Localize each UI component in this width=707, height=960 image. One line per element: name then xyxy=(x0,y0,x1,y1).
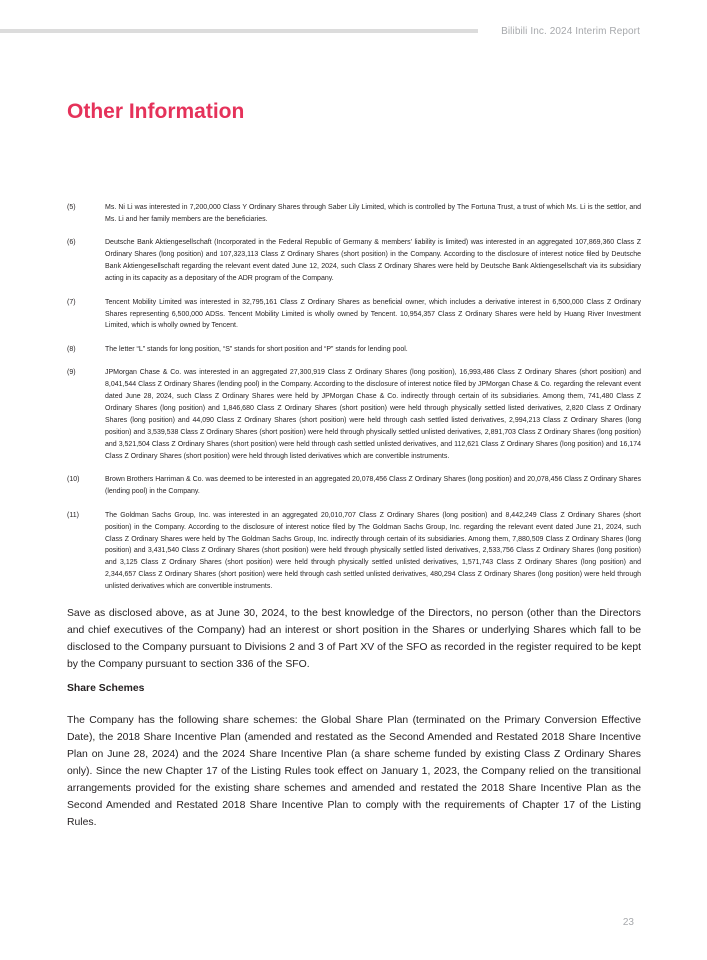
footnote-number: (5) xyxy=(67,204,76,211)
page-number: 23 xyxy=(622,917,634,928)
footnote-item xyxy=(67,297,641,333)
footnote-text: Tencent Mobility Limited was interested in 32,795,161 Class Z Ordinary Shares as beneficial owner, which includes a derivative interest in 6,500,000 Class Z Ordinary Shares representing 6,500,000 ADSs. Tencent Mobility Limited is wholly owned by Tencent. 10,954,357 Class Z Ordinary Shares were held by Huang River Investment Limited, which is wholly owned by Tencent. xyxy=(105,298,641,330)
footnote-text: Deutsche Bank Aktiengesellschaft (Incorporated in the Federal Republic of Germany & members’ liability is limited) was interested in an aggregated 107,869,360 Class Z Ordinary Shares (long position) and 107,323,113 Class Z Ordinary Shares (short position) in the Company. According to the disclosure of interest notice filed by Deutsche Bank Aktiengesellschaft regarding the relevant event dated June 12, 2024, such Class Z Ordinary Shares were held by Deutsche Bank Aktiengesellschaft via its subsidiary acting in its capacity as a depositary of the ADR program of the Company. xyxy=(105,239,641,283)
share-schemes-heading: Share Schemes xyxy=(67,683,145,694)
footnote-item xyxy=(67,202,641,226)
page-title: Other Information xyxy=(67,100,245,123)
footnote-text: Brown Brothers Harriman & Co. was deemed to be interested in an aggregated 20,078,456 Class Z Ordinary Shares (long position) and 20,078,456 Class Z Ordinary Shares (lending pool) in the Company. xyxy=(105,476,641,496)
footnote-number: (9) xyxy=(67,369,76,377)
footnote-item xyxy=(67,367,641,462)
footnote-text: Ms. Ni Li was interested in 7,200,000 Class Y Ordinary Shares through Saber Lily Limited, which is controlled by The Fortuna Trust, a trust of which Ms. Li is the settlor, and Ms. Li and her family members are the beneficiaries. xyxy=(105,204,641,223)
report-title: Bilibili Inc. 2024 Interim Report xyxy=(501,26,640,37)
header-rule xyxy=(0,29,478,33)
footnote-item xyxy=(67,344,641,356)
footnote-item xyxy=(67,237,641,285)
footnote-item xyxy=(67,474,641,498)
footnote-text: The letter “L” stands for long position, “S” stands for short position and “P” stands for lending pool. xyxy=(105,345,408,353)
disclosure-paragraph: Save as disclosed above, as at June 30, 2024, to the best knowledge of the Directors, no person (other than the Directors and chief executives of the Company) had an interest or short position in the Shares or underlying Shares which fall to be disclosed to the Company pursuant to Divisions 2 and 3 of Part XV of the SFO as recorded in the register required to be kept by the Company pursuant to section 336 of the SFO. xyxy=(67,608,641,670)
footnote-item xyxy=(67,510,641,593)
footnotes-list xyxy=(67,202,641,605)
footnote-number: (6) xyxy=(67,239,76,247)
footnote-number: (11) xyxy=(67,511,79,519)
footnote-text: JPMorgan Chase & Co. was interested in an aggregated 27,300,919 Class Z Ordinary Shares (long position), 16,993,486 Class Z Ordinary Shares (short position) and 8,041,544 Class Z Ordinary Shares (lending pool) in the Company. According to the disclosure of interest notice filed by JPMorgan Chase & Co. regarding the relevant event dated June 28, 2024, such Class Z Ordinary Shares were held by JPMorgan Chase & Co. indirectly through certain of its subsidiaries. Among them, 741,480 Class Z Ordinary Shares (long position) and 1,846,680 Class Z Ordinary Shares (short position) were held through physically settled listed derivatives, 2,820 Class Z Ordinary Shares (long position) and 44,090 Class Z Ordinary Shares (short position) were held through cash settled listed derivatives, 2,994,213 Class Z Ordinary Shares (long position) and 3,539,538 Class Z Ordinary Shares (short position) were held through physically settled unlisted derivatives, 2,891,703 Class Z Ordinary Shares (long position) and 3,521,504 Class Z Ordinary Shares (short position) were held through cash settled unlisted derivatives, and 112,621 Class Z Ordinary Shares (long position) and 16,174 Class Z Ordinary Shares (short position) were held through listed derivatives which are convertible instruments. xyxy=(105,369,641,460)
footnote-text: The Goldman Sachs Group, Inc. was interested in an aggregated 20,010,707 Class Z Ordinary Shares (long position) and 8,442,249 Class Z Ordinary Shares (short position) in the Company. According to the disclosure of interest notice filed by The Goldman Sachs Group, Inc. regarding the relevant event dated June 21, 2024, such Class Z Ordinary Shares were held by The Goldman Sachs Group, Inc. indirectly through certain of its subsidiaries. Among them, 7,880,509 Class Z Ordinary Shares (long position) and 3,431,540 Class Z Ordinary Shares (short position) were held through physically settled listed derivatives, 2,533,756 Class Z Ordinary Shares (long position) and 3,125 Class Z Ordinary Shares (short position) were held through physically settled unlisted derivatives, 1,571,743 Class Z Ordinary Shares (long position) and 2,344,657 Class Z Ordinary Shares (short position) were held through cash settled unlisted derivatives, 480,294 Class Z Ordinary Shares (long position) were held through unlisted derivatives which are convertible instruments. xyxy=(105,511,641,591)
footnote-number: (8) xyxy=(67,345,76,353)
footnote-number: (7) xyxy=(67,298,76,306)
share-schemes-paragraph: The Company has the following share schemes: the Global Share Plan (terminated on the Primary Conversion Effective Date), the 2018 Share Incentive Plan (amended and restated as the Second Amended and Restated 2018 Share Incentive Plan on June 28, 2024) and the 2024 Share Incentive Plan (a share scheme funded by existing Class Z Ordinary Shares only). Since the new Chapter 17 of the Listing Rules took effect on January 1, 2023, the Company relied on the transitional arrangements provided for the existing share schemes and amended and restated the 2018 Share Incentive Plan as the Second Amended and Restated 2018 Share Incentive Plan to comply with the requirements of Chapter 17 of the Listing Rules. xyxy=(67,715,641,828)
footnote-number: (10) xyxy=(67,476,80,484)
